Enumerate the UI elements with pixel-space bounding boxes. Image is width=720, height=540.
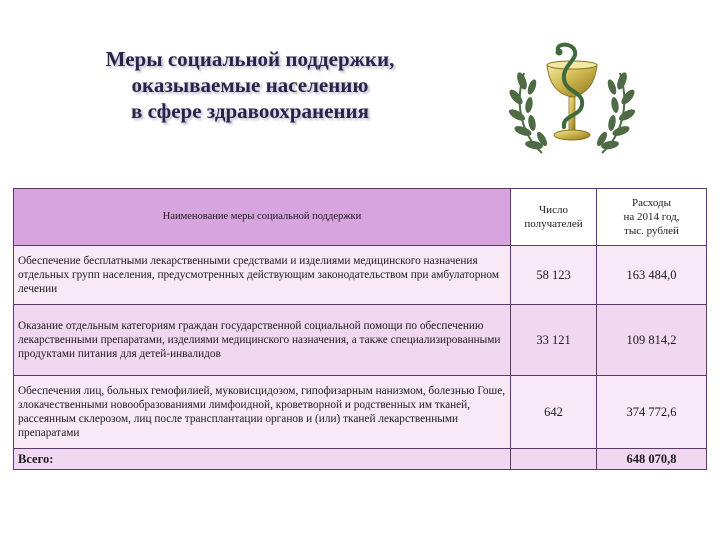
table-row	[14, 376, 707, 449]
recipients-cell: 58 123	[511, 246, 597, 305]
title-line-2: оказываемые населению	[131, 73, 369, 97]
measure-name-cell: Обеспечения лиц, больных гемофилией, муковисцидозом, гипофизарным нанизмом, болезнью Гоше, злокачественными новообразованиями лимфоидной, кроветворной и родственных им тканей, рассеянным склерозом, лиц после трансплантации органов и (или) тканей лекарственными препаратами	[14, 376, 511, 449]
title-line-1: Меры социальной поддержки,	[105, 47, 395, 71]
expenses-cell: 374 772,6	[597, 376, 707, 449]
measure-name-cell: Обеспечение бесплатными лекарственными средствами и изделиями медицинского назначения отдельных групп населения, предусмотренных действующим законодательством при амбулаторном лечении	[14, 246, 511, 305]
header-expenses-line-1: Расходы	[632, 197, 671, 209]
bowl-of-hygieia-laurel-icon	[502, 35, 642, 165]
table-row	[14, 246, 707, 305]
total-row	[14, 449, 707, 470]
total-label: Всего:	[14, 449, 511, 470]
recipients-cell: 642	[511, 376, 597, 449]
total-recipients-cell	[511, 449, 597, 470]
table-header-row	[14, 189, 707, 246]
table-row	[14, 305, 707, 376]
header-measure-name: Наименование меры социальной поддержки	[14, 189, 511, 246]
title-line-3: в сфере здравоохранения	[131, 99, 369, 123]
recipients-cell: 33 121	[511, 305, 597, 376]
header-expenses-line-2: на 2014 год,	[623, 211, 680, 223]
header-recipients	[511, 189, 597, 246]
header-expenses	[597, 189, 707, 246]
expenses-cell: 163 484,0	[597, 246, 707, 305]
header-expenses-line-3: тыс. рублей	[624, 225, 679, 237]
header-recipients-line-2: получателей	[524, 218, 583, 230]
expenses-cell: 109 814,2	[597, 305, 707, 376]
slide-title	[60, 46, 440, 124]
total-expenses-cell: 648 070,8	[597, 449, 707, 470]
measure-name-cell: Оказание отдельным категориям граждан государственной социальной помощи по обеспечению лекарственными препаратами, изделиями медицинского назначения, а также специализированными продуктами питания для детей-инвалидов	[14, 305, 511, 376]
support-measures-table	[13, 188, 707, 470]
header-recipients-line-1: Число	[539, 204, 568, 216]
